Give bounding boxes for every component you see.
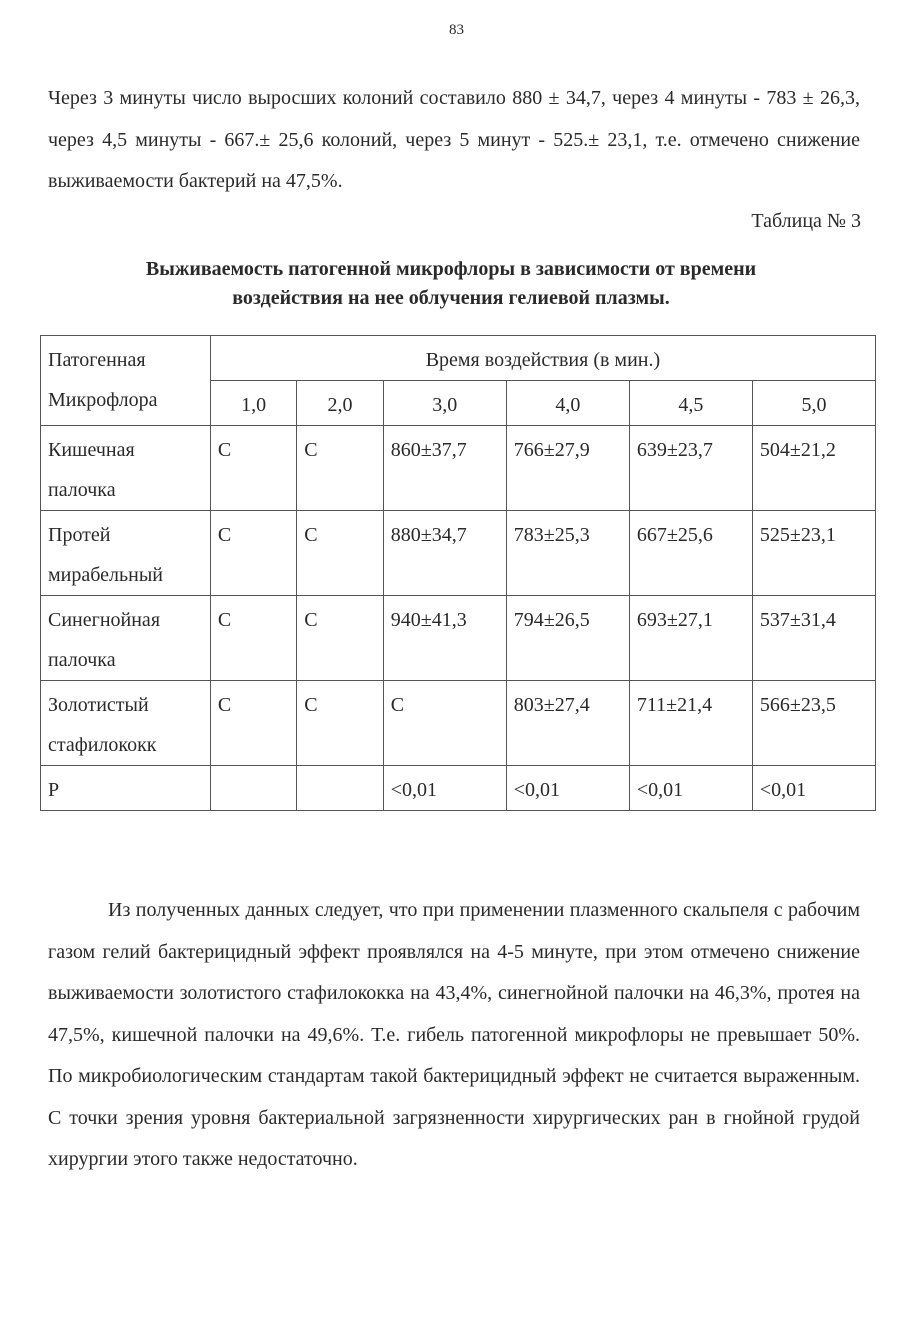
row-header-cell <box>41 336 211 426</box>
value-cell: С <box>210 511 296 596</box>
p-value-cell: <0,01 <box>383 766 506 811</box>
p-value-row <box>41 766 876 811</box>
microflora-name-line-2: палочка <box>48 479 116 501</box>
value-cell: 566±23,5 <box>752 681 875 766</box>
value-cell: 880±34,7 <box>383 511 506 596</box>
value-cell: С <box>383 681 506 766</box>
microflora-name-cell <box>41 596 211 681</box>
table-row <box>41 596 876 681</box>
table-row <box>41 511 876 596</box>
value-cell: 693±27,1 <box>629 596 752 681</box>
time-column-header: 1,0 <box>210 381 296 426</box>
time-column-header: 2,0 <box>297 381 383 426</box>
value-cell: С <box>297 681 383 766</box>
value-cell: С <box>297 511 383 596</box>
microflora-name-cell <box>41 511 211 596</box>
value-cell: 537±31,4 <box>752 596 875 681</box>
page-number: 83 <box>449 22 464 38</box>
microflora-name-line-1: Синегнойная <box>48 609 161 631</box>
time-header-cell: Время воздействия (в мин.) <box>210 336 875 381</box>
value-cell: 803±27,4 <box>506 681 629 766</box>
table-label: Таблица № 3 <box>751 210 861 232</box>
value-cell: 794±26,5 <box>506 596 629 681</box>
value-cell: С <box>210 426 296 511</box>
microflora-name-line-1: Протей <box>48 524 111 546</box>
value-cell: 667±25,6 <box>629 511 752 596</box>
p-value-cell: <0,01 <box>752 766 875 811</box>
microflora-name-line-2: мирабельный <box>48 564 163 586</box>
value-cell: 860±37,7 <box>383 426 506 511</box>
time-column-header: 4,0 <box>506 381 629 426</box>
microflora-name-line-2: палочка <box>48 649 116 671</box>
intro-paragraph: Через 3 минуты число выросших колоний составило 880 ± 34,7, через 4 минуты - 783 ± 26,3, через 4,5 минуты - 667.± 25,6 колоний, через 5 минут - 525.± 23,1, т.е. отмечено снижение выживаемости бактерий на 47,5%. <box>48 87 860 192</box>
table-row <box>41 426 876 511</box>
p-value-cell: <0,01 <box>629 766 752 811</box>
survival-table <box>40 335 876 811</box>
table-title <box>40 255 862 313</box>
value-cell: 639±23,7 <box>629 426 752 511</box>
table-title-line-1: Выживаемость патогенной микрофлоры в зависимости от времени <box>145 258 757 280</box>
value-cell: С <box>210 596 296 681</box>
value-cell: 525±23,1 <box>752 511 875 596</box>
microflora-name-line-2: стафилококк <box>48 734 157 756</box>
value-cell: 783±25,3 <box>506 511 629 596</box>
time-column-header: 5,0 <box>752 381 875 426</box>
value-cell: 711±21,4 <box>629 681 752 766</box>
table-title-line-2: воздействия на нее облучения гелиевой плазмы. <box>232 287 670 309</box>
value-cell: 504±21,2 <box>752 426 875 511</box>
p-value-cell <box>297 766 383 811</box>
value-cell: 766±27,9 <box>506 426 629 511</box>
microflora-name-cell <box>41 426 211 511</box>
time-column-header: 4,5 <box>629 381 752 426</box>
row-header-line-2: Микрофлора <box>48 389 158 411</box>
value-cell: 940±41,3 <box>383 596 506 681</box>
row-header-line-1: Патогенная <box>48 349 146 371</box>
table-row <box>41 681 876 766</box>
conclusion-paragraph: Из полученных данных следует, что при применении плазменного скальпеля с рабочим газом гелий бактерицидный эффект проявлялся на 4-5 минуте, при этом отмечено снижение выживаемости золотистого стафилококка на 43,4%, синегнойной палочки на 46,3%, протея на 47,5%, кишечной палочки на 49,6%. Т.е. гибель патогенной микрофлоры не превышает 50%. По микробиологическим стандартам такой бактерицидный эффект не считается выраженным. С точки зрения уровня бактериальной загрязненности хирургических ран в гнойной грудой хирургии этого также недостаточно. <box>48 899 860 1170</box>
value-cell: С <box>297 426 383 511</box>
p-value-cell: <0,01 <box>506 766 629 811</box>
p-value-label: Р <box>41 766 211 811</box>
microflora-name-line-1: Золотистый <box>48 694 149 716</box>
time-column-header: 3,0 <box>383 381 506 426</box>
microflora-name-cell <box>41 681 211 766</box>
table-header-row <box>41 336 876 381</box>
value-cell: С <box>297 596 383 681</box>
p-value-cell <box>210 766 296 811</box>
microflora-name-line-1: Кишечная <box>48 439 135 461</box>
value-cell: С <box>210 681 296 766</box>
